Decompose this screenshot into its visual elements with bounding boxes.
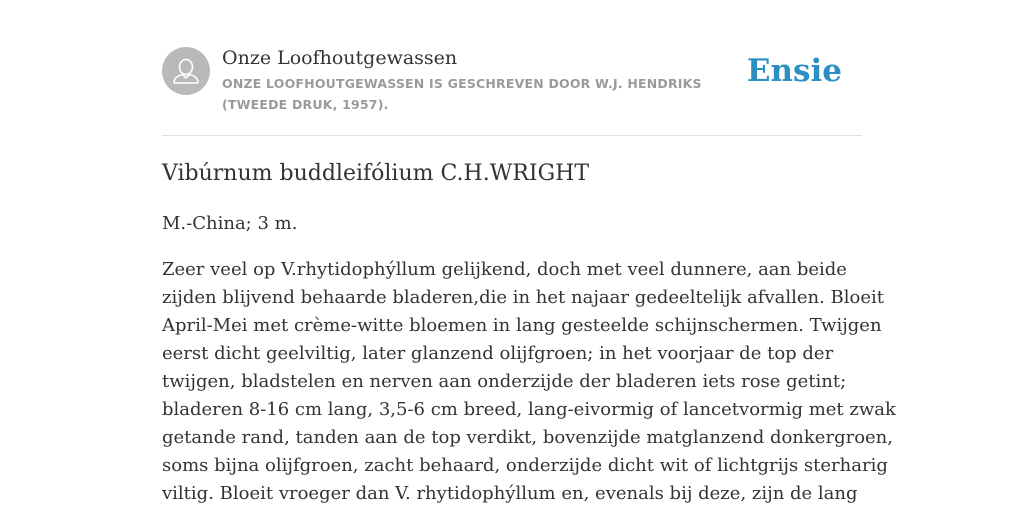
header-divider <box>162 135 862 136</box>
body-line: viltig. Bloeit vroeger dan V. rhytidophýllum en, evenals bij deze, zijn de lang <box>162 483 858 504</box>
body-line: soms bijna olijfgroen, zacht behaard, onderzijde dicht wit of lichtgrijs sterharig <box>162 455 888 476</box>
body-line: eerst dicht geelviltig, later glanzend olijfgroen; in het voorjaar de top der <box>162 343 834 364</box>
site-title[interactable]: Onze Loofhoutgewassen <box>222 47 458 69</box>
body-line: bladeren 8-16 cm lang, 3,5-6 cm breed, lang-eivormig of lancetvormig met zwak <box>162 399 896 420</box>
avatar[interactable] <box>162 47 210 95</box>
user-icon <box>162 47 210 95</box>
body-line: zijden blijvend behaarde bladeren,die in het najaar gedeeltelijk afvallen. Bloeit <box>162 287 885 308</box>
site-description: ONZE LOOFHOUTGEWASSEN IS GESCHREVEN DOOR W.J. HENDRIKS (TWEEDE DRUK, 1957). <box>222 76 702 112</box>
body-line: twijgen, bladstelen en nerven aan onderzijde der bladeren iets rose getint; <box>162 371 847 392</box>
body-line: April-Mei met crème-witte bloemen in lang gesteelde schijnschermen. Twijgen <box>162 315 882 336</box>
entry-subtitle: M.-China; 3 m. <box>162 213 298 234</box>
brand-logo[interactable]: Ensie <box>746 53 842 89</box>
body-line: getande rand, tanden aan de top verdikt, bovenzijde matglanzend donkergroen, <box>162 427 893 448</box>
header <box>162 46 862 118</box>
entry-title: Vibúrnum buddleifólium C.H.WRIGHT <box>162 161 590 186</box>
body-line: Zeer veel op V.rhytidophýllum gelijkend, doch met veel dunnere, aan beide <box>162 259 847 280</box>
entry-body <box>162 256 896 508</box>
article <box>162 158 896 508</box>
